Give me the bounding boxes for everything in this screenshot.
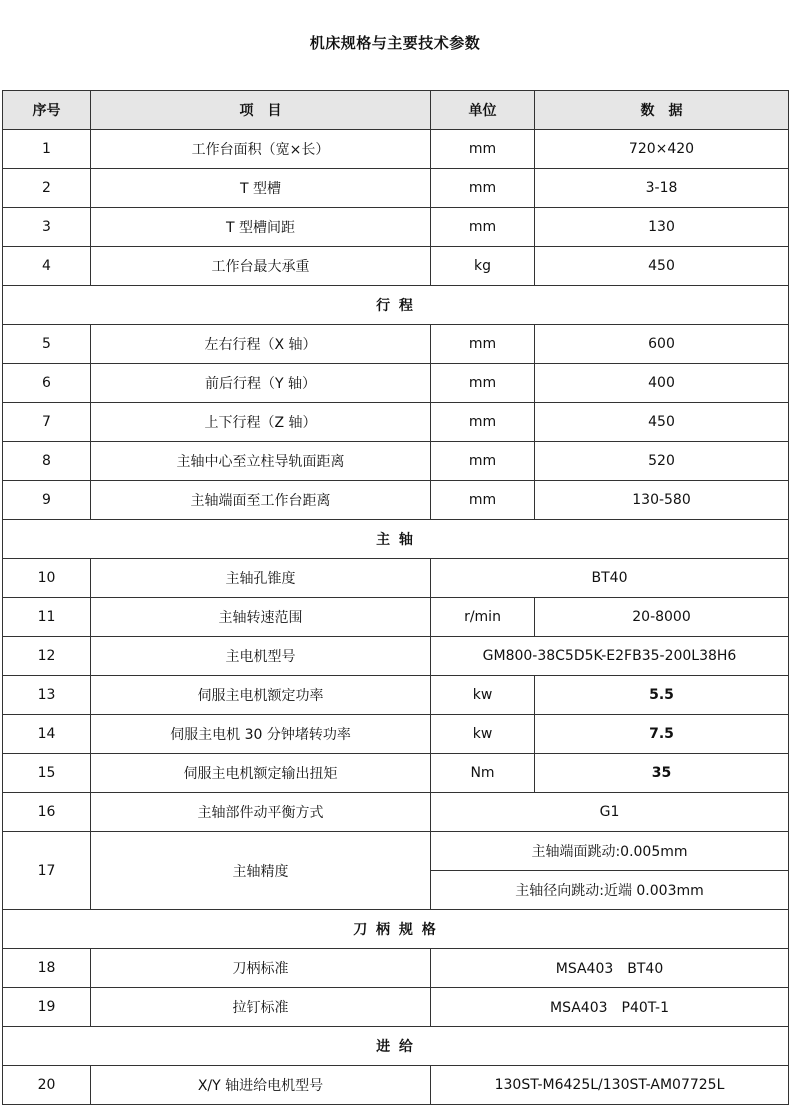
table-row: [3, 1066, 789, 1105]
table-row: [3, 832, 789, 871]
table-row: [3, 208, 789, 247]
row-value: BT40: [431, 559, 789, 598]
row-no: 4: [3, 247, 91, 286]
section-title: 刀 柄 规 格: [3, 910, 789, 949]
row-no: 1: [3, 130, 91, 169]
row-no: 3: [3, 208, 91, 247]
row-item: 伺服主电机额定输出扭矩: [91, 754, 431, 793]
row-item: 伺服主电机额定功率: [91, 676, 431, 715]
row-item: 主轴端面至工作台距离: [91, 481, 431, 520]
row-no: 6: [3, 364, 91, 403]
table-row: [3, 247, 789, 286]
section-row-toolholder: [3, 910, 789, 949]
row-value: 5.5: [535, 676, 789, 715]
row-value: G1: [431, 793, 789, 832]
row-item: 刀柄标准: [91, 949, 431, 988]
table-row: [3, 442, 789, 481]
row-no: 18: [3, 949, 91, 988]
table-row: [3, 676, 789, 715]
row-item: T 型槽: [91, 169, 431, 208]
row-item: 主轴部件动平衡方式: [91, 793, 431, 832]
table-row: [3, 325, 789, 364]
table-header-row: [3, 91, 789, 130]
row-unit: mm: [431, 442, 535, 481]
row-value: 20-8000: [535, 598, 789, 637]
row-unit: mm: [431, 403, 535, 442]
row-no: 5: [3, 325, 91, 364]
row-value: 130: [535, 208, 789, 247]
header-unit: 单位: [431, 91, 535, 130]
row-no: 20: [3, 1066, 91, 1105]
table-row: [3, 754, 789, 793]
row-value: 720×420: [535, 130, 789, 169]
header-no: 序号: [3, 91, 91, 130]
row-no: 19: [3, 988, 91, 1027]
row-value: MSA403 BT40: [431, 949, 789, 988]
row-item: 主电机型号: [91, 637, 431, 676]
table-row: [3, 793, 789, 832]
row-item: 主轴中心至立柱导轨面距离: [91, 442, 431, 481]
table-row: [3, 130, 789, 169]
section-title: 主 轴: [3, 520, 789, 559]
row-no: 15: [3, 754, 91, 793]
table-row: [3, 403, 789, 442]
row-no: 12: [3, 637, 91, 676]
row-value: 主轴端面跳动:0.005mm: [431, 832, 789, 871]
row-value: 3-18: [535, 169, 789, 208]
table-row: [3, 559, 789, 598]
row-unit: mm: [431, 481, 535, 520]
row-no: 14: [3, 715, 91, 754]
row-no: 16: [3, 793, 91, 832]
row-unit: mm: [431, 364, 535, 403]
section-row-travel: [3, 286, 789, 325]
row-item: 伺服主电机 30 分钟堵转功率: [91, 715, 431, 754]
row-unit: kw: [431, 715, 535, 754]
section-title: 进 给: [3, 1027, 789, 1066]
row-no: 11: [3, 598, 91, 637]
row-item: T 型槽间距: [91, 208, 431, 247]
row-unit: mm: [431, 130, 535, 169]
row-item: 工作台面积（宽×长）: [91, 130, 431, 169]
row-value: MSA403 P40T-1: [431, 988, 789, 1027]
row-value: GM800-38C5D5K-E2FB35-200L38H6: [431, 637, 789, 676]
row-no: 7: [3, 403, 91, 442]
section-title: 行 程: [3, 286, 789, 325]
row-value: 450: [535, 247, 789, 286]
row-item: X/Y 轴进给电机型号: [91, 1066, 431, 1105]
row-no: 13: [3, 676, 91, 715]
row-item: 工作台最大承重: [91, 247, 431, 286]
row-value: 600: [535, 325, 789, 364]
table-row: [3, 637, 789, 676]
row-item: 主轴精度: [91, 832, 431, 910]
section-row-feed: [3, 1027, 789, 1066]
row-unit: mm: [431, 325, 535, 364]
row-value: 400: [535, 364, 789, 403]
row-item: 主轴转速范围: [91, 598, 431, 637]
table-row: [3, 988, 789, 1027]
table-row: [3, 169, 789, 208]
table-row: [3, 715, 789, 754]
row-item: 主轴孔锥度: [91, 559, 431, 598]
row-unit: r/min: [431, 598, 535, 637]
row-no: 2: [3, 169, 91, 208]
row-item: 前后行程（Y 轴）: [91, 364, 431, 403]
row-value: 7.5: [535, 715, 789, 754]
row-unit: kg: [431, 247, 535, 286]
table-row: [3, 481, 789, 520]
table-row: [3, 364, 789, 403]
row-item: 上下行程（Z 轴）: [91, 403, 431, 442]
row-no: 10: [3, 559, 91, 598]
row-value: 主轴径向跳动:近端 0.003mm: [431, 871, 789, 910]
row-unit: kw: [431, 676, 535, 715]
row-unit: mm: [431, 208, 535, 247]
row-unit: Nm: [431, 754, 535, 793]
row-unit: mm: [431, 169, 535, 208]
row-no: 8: [3, 442, 91, 481]
page-title: 机床规格与主要技术参数: [309, 34, 481, 52]
spec-table: [2, 90, 789, 1105]
table-row: [3, 598, 789, 637]
row-no: 9: [3, 481, 91, 520]
row-value: 520: [535, 442, 789, 481]
section-row-spindle: [3, 520, 789, 559]
row-value: 130-580: [535, 481, 789, 520]
row-no: 17: [3, 832, 91, 910]
header-value: 数 据: [535, 91, 789, 130]
table-row: [3, 949, 789, 988]
row-value: 450: [535, 403, 789, 442]
row-value: 130ST-M6425L/130ST-AM07725L: [431, 1066, 789, 1105]
header-item: 项 目: [91, 91, 431, 130]
row-item: 拉钉标准: [91, 988, 431, 1027]
row-item: 左右行程（X 轴）: [91, 325, 431, 364]
row-value: 35: [535, 754, 789, 793]
